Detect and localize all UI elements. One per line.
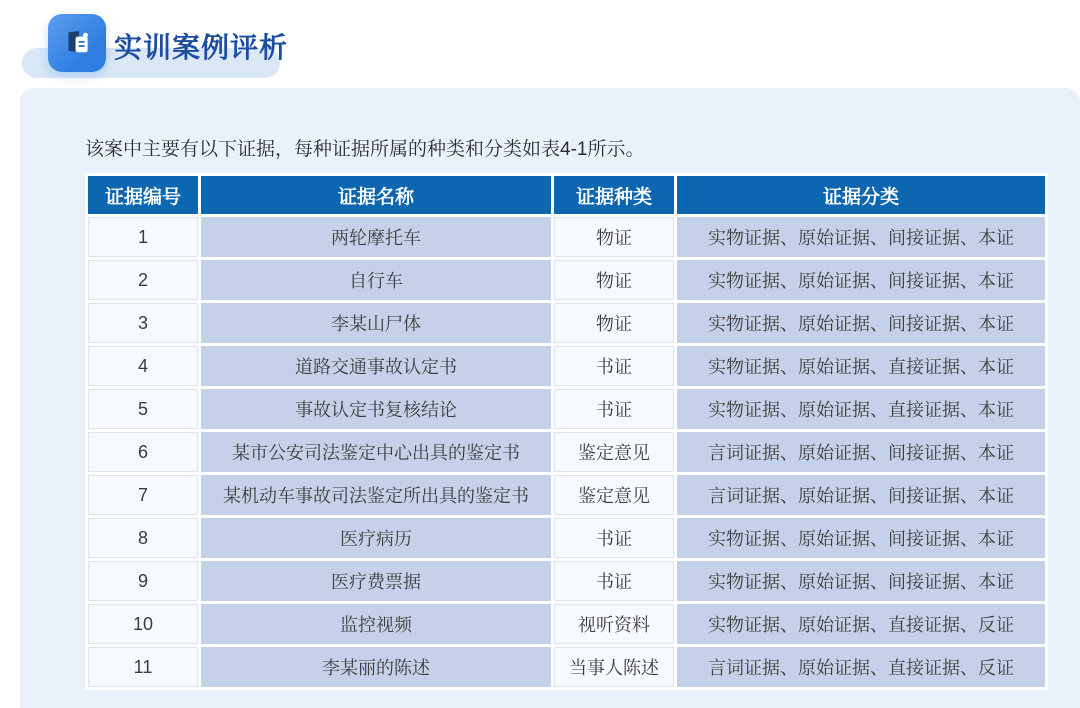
cell-col0: 2	[88, 260, 198, 300]
cell-col2: 书证	[554, 389, 674, 429]
cell-col2: 物证	[554, 303, 674, 343]
cell-col2: 鉴定意见	[554, 432, 674, 472]
cell-col2: 鉴定意见	[554, 475, 674, 515]
section-header	[0, 0, 1080, 88]
cell-col2: 物证	[554, 217, 674, 257]
cell-col3: 实物证据、原始证据、直接证据、反证	[677, 604, 1045, 644]
cell-col2: 当事人陈述	[554, 647, 674, 687]
cell-col1: 医疗病历	[201, 518, 551, 558]
cell-col1: 道路交通事故认定书	[201, 346, 551, 386]
cell-col3: 言词证据、原始证据、间接证据、本证	[677, 475, 1045, 515]
cell-col0: 1	[88, 217, 198, 257]
cell-col1: 自行车	[201, 260, 551, 300]
page-title: 实训案例评析	[114, 32, 289, 63]
header-cell-1: 证据名称	[201, 176, 551, 214]
document-copy-icon	[48, 14, 106, 72]
cell-col0: 10	[88, 604, 198, 644]
cell-col1: 事故认定书复核结论	[201, 389, 551, 429]
table-row	[88, 346, 1045, 386]
table-row	[88, 647, 1045, 687]
cell-col1: 某机动车事故司法鉴定所出具的鉴定书	[201, 475, 551, 515]
cell-col1: 医疗费票据	[201, 561, 551, 601]
cell-col1: 监控视频	[201, 604, 551, 644]
cell-col1: 李某山尸体	[201, 303, 551, 343]
cell-col0: 8	[88, 518, 198, 558]
table-row	[88, 518, 1045, 558]
header-cell-2: 证据种类	[554, 176, 674, 214]
cell-col0: 7	[88, 475, 198, 515]
cell-col0: 11	[88, 647, 198, 687]
evidence-table	[85, 173, 1048, 690]
cell-col3: 实物证据、原始证据、间接证据、本证	[677, 217, 1045, 257]
cell-col2: 书证	[554, 518, 674, 558]
cell-col1: 某市公安司法鉴定中心出具的鉴定书	[201, 432, 551, 472]
cell-col2: 书证	[554, 346, 674, 386]
cell-col2: 视听资料	[554, 604, 674, 644]
cell-col2: 书证	[554, 561, 674, 601]
cell-col3: 实物证据、原始证据、直接证据、本证	[677, 389, 1045, 429]
table-row	[88, 432, 1045, 472]
header-cell-3: 证据分类	[677, 176, 1045, 214]
table-row	[88, 604, 1045, 644]
table-row	[88, 389, 1045, 429]
cell-col0: 9	[88, 561, 198, 601]
table-row	[88, 217, 1045, 257]
content-panel	[20, 88, 1080, 708]
cell-col0: 6	[88, 432, 198, 472]
table-row	[88, 303, 1045, 343]
header-cell-0: 证据编号	[88, 176, 198, 214]
intro-text: 该案中主要有以下证据，每种证据所属的种类和分类如表4-1所示。	[85, 139, 645, 160]
table-header-row	[88, 176, 1045, 214]
cell-col0: 3	[88, 303, 198, 343]
cell-col1: 李某丽的陈述	[201, 647, 551, 687]
cell-col1: 两轮摩托车	[201, 217, 551, 257]
cell-col3: 实物证据、原始证据、间接证据、本证	[677, 303, 1045, 343]
cell-col3: 实物证据、原始证据、间接证据、本证	[677, 561, 1045, 601]
table-row	[88, 260, 1045, 300]
cell-col3: 言词证据、原始证据、直接证据、反证	[677, 647, 1045, 687]
cell-col3: 实物证据、原始证据、间接证据、本证	[677, 260, 1045, 300]
cell-col3: 实物证据、原始证据、直接证据、本证	[677, 346, 1045, 386]
cell-col0: 5	[88, 389, 198, 429]
table-row	[88, 475, 1045, 515]
table-row	[88, 561, 1045, 601]
cell-col0: 4	[88, 346, 198, 386]
cell-col2: 物证	[554, 260, 674, 300]
cell-col3: 实物证据、原始证据、间接证据、本证	[677, 518, 1045, 558]
cell-col3: 言词证据、原始证据、间接证据、本证	[677, 432, 1045, 472]
